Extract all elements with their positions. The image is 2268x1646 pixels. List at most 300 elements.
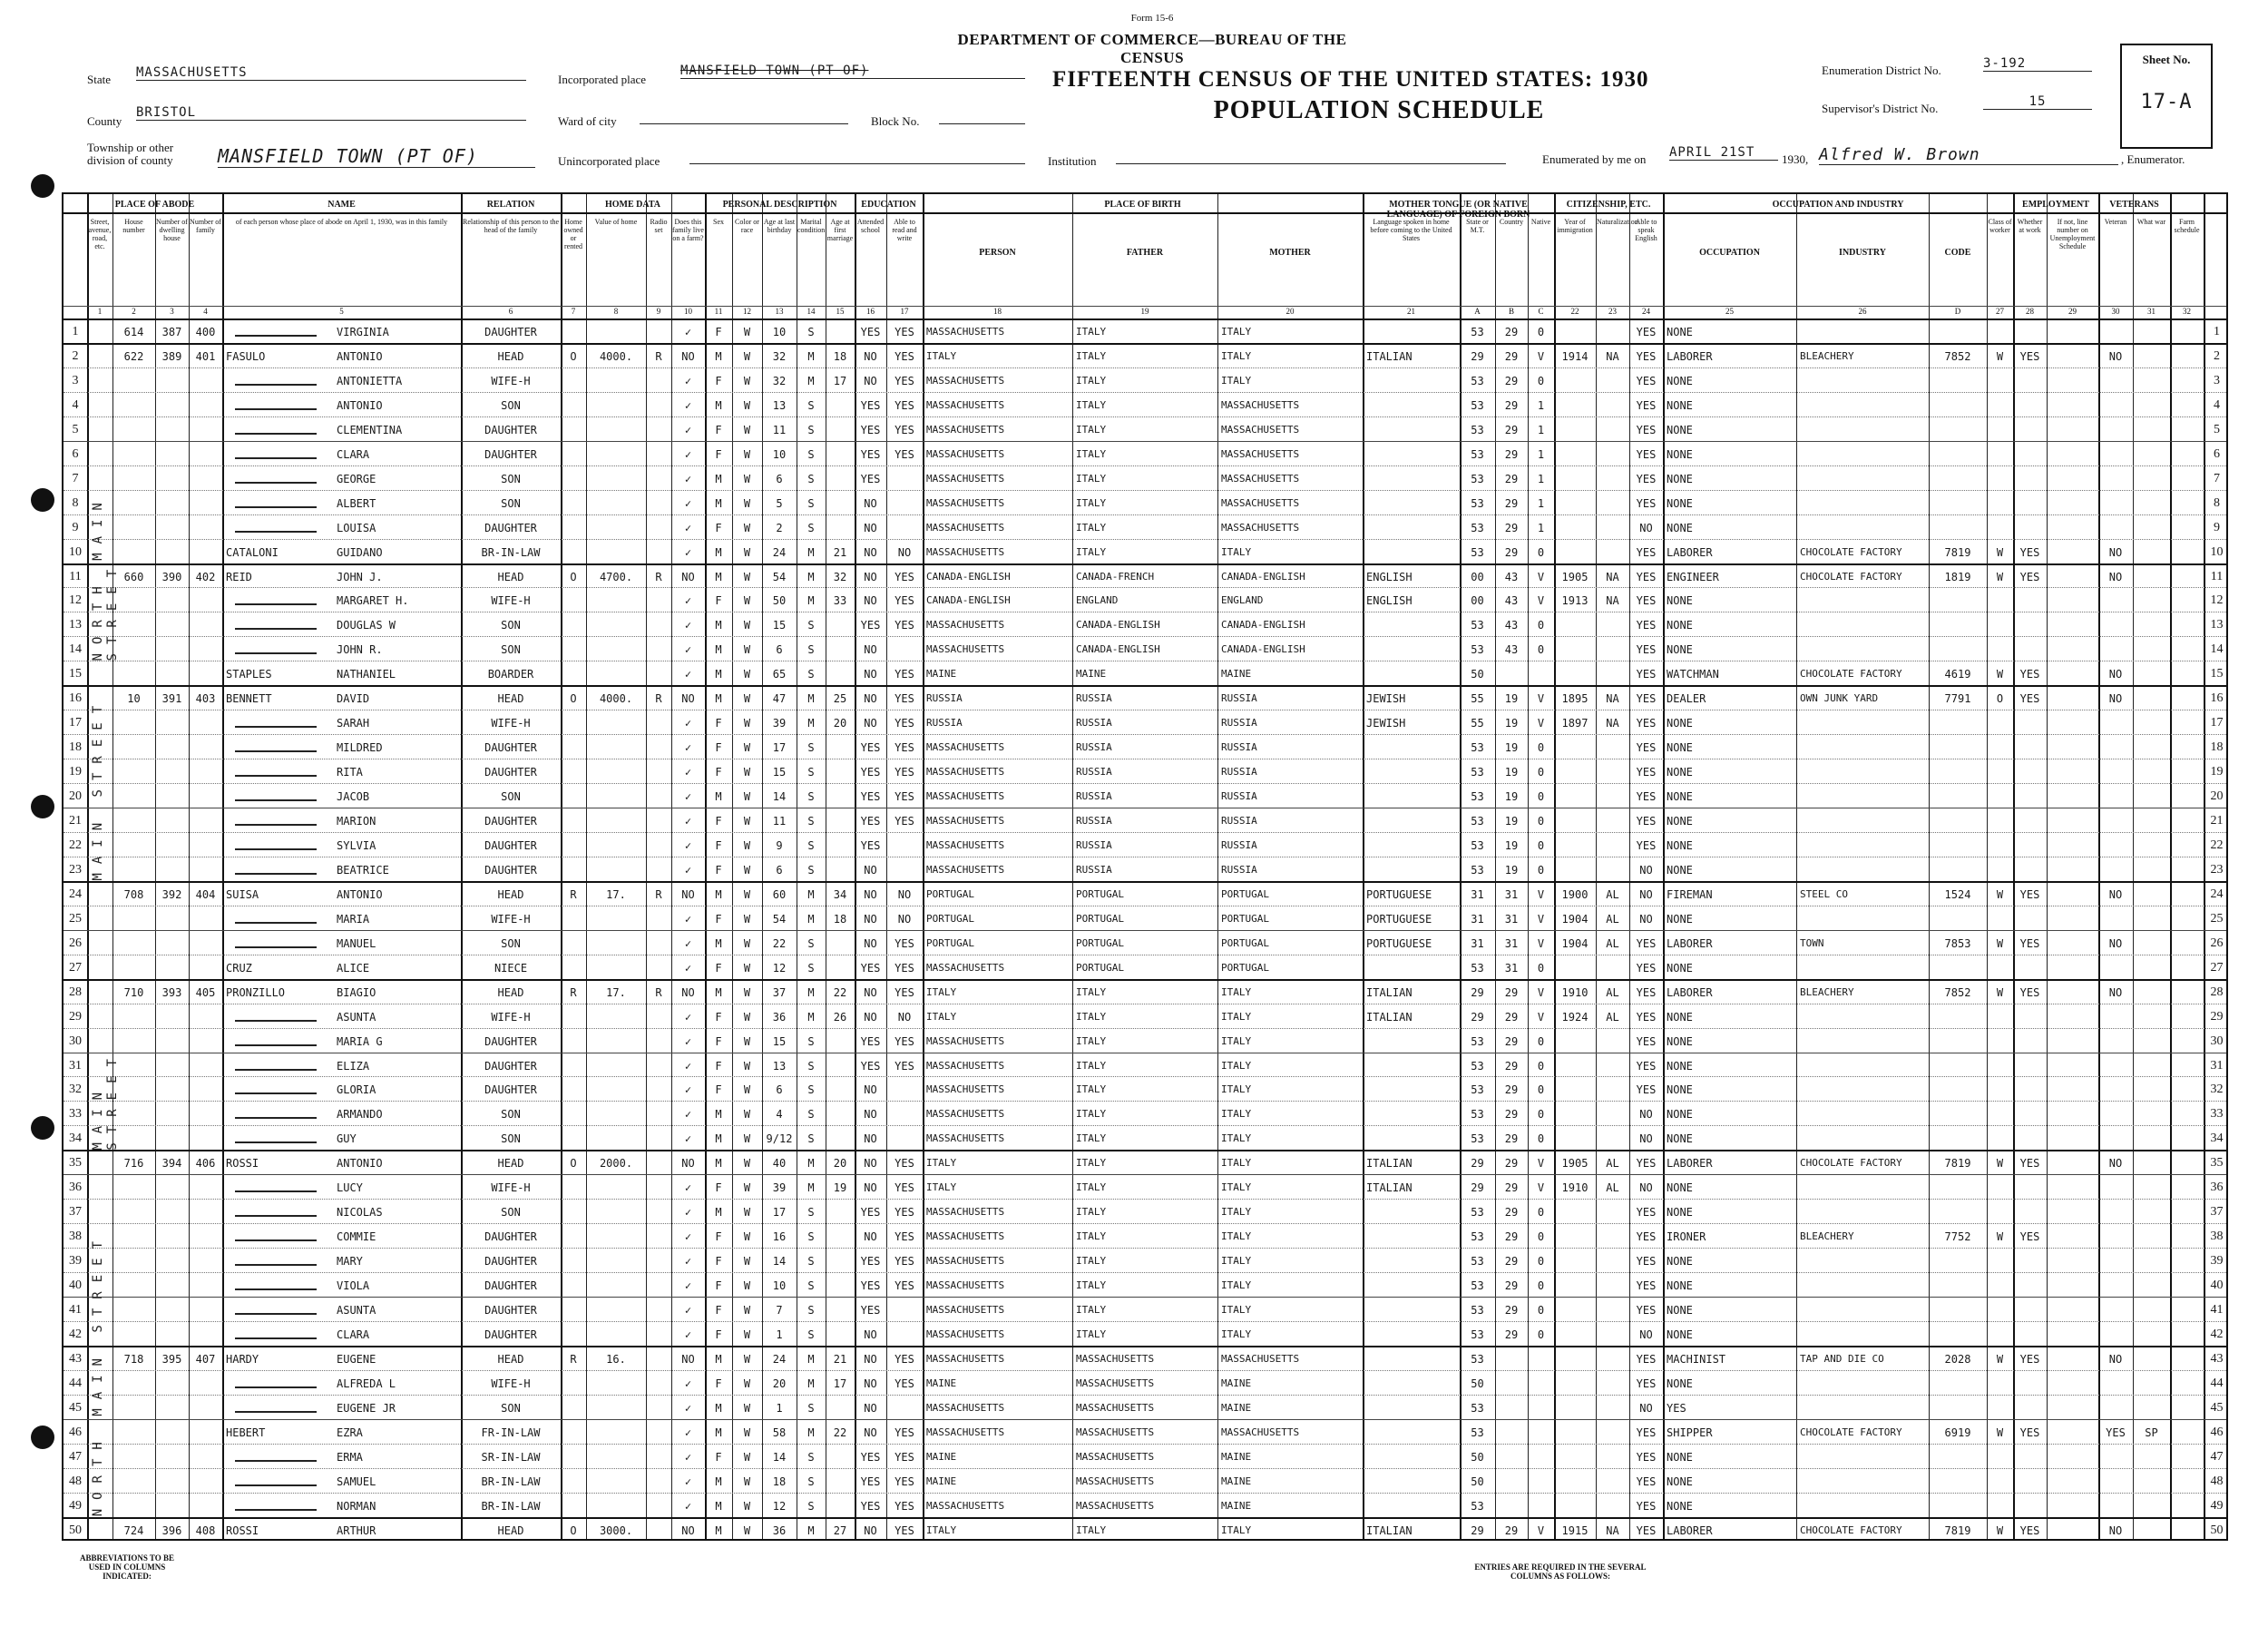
cell-occ[interactable]: NONE	[1667, 717, 1693, 730]
cell-ind[interactable]: BLEACHERY	[1800, 985, 1854, 998]
cell-bp[interactable]: ITALY	[926, 349, 957, 362]
cell-age[interactable]: 6	[776, 472, 783, 485]
cell-cb[interactable]: 31	[1504, 936, 1519, 950]
cell-ca[interactable]: 55	[1471, 692, 1484, 706]
cell-fbp[interactable]: PORTUGAL	[1076, 961, 1124, 974]
cell-read[interactable]: YES	[894, 1255, 914, 1269]
cell-cb[interactable]: 29	[1504, 521, 1519, 534]
cell-farm[interactable]: NO	[681, 570, 695, 583]
cell-sex[interactable]: M	[715, 1401, 722, 1415]
cell-mbp[interactable]: CANADA-ENGLISH	[1221, 643, 1305, 656]
sheet-number[interactable]: 17-A	[2140, 91, 2193, 113]
cell-sex[interactable]: F	[715, 594, 722, 608]
cell-sch[interactable]: NO	[864, 1083, 877, 1097]
cell-mar[interactable]: S	[807, 398, 815, 412]
cell-ca[interactable]: 53	[1471, 1426, 1484, 1439]
cell-farm[interactable]: ✓	[684, 1132, 692, 1146]
cell-mbp[interactable]: ITALY	[1221, 1524, 1252, 1536]
cell-code[interactable]: 6919	[1944, 1426, 1971, 1439]
cell-eng[interactable]: YES	[1636, 1255, 1657, 1269]
cell-mar[interactable]: S	[807, 815, 815, 828]
cell-dwelling[interactable]: 395	[161, 1352, 182, 1366]
cell-family[interactable]: 404	[195, 887, 216, 901]
cell-ca[interactable]: 53	[1471, 374, 1484, 387]
cell-vet[interactable]: NO	[2108, 887, 2123, 901]
cell-cb[interactable]: 19	[1504, 838, 1519, 852]
cell-farm[interactable]: ✓	[684, 1230, 692, 1244]
cell-farm[interactable]: ✓	[684, 717, 692, 730]
cell-fbp[interactable]: MASSACHUSETTS	[1076, 1499, 1155, 1512]
cell-sex[interactable]: F	[715, 1059, 722, 1073]
cell-agem[interactable]: 21	[833, 545, 847, 559]
cell-mar[interactable]: S	[807, 838, 815, 852]
cell-fbp[interactable]: ITALY	[1076, 1230, 1107, 1243]
cell-cls[interactable]: W	[1996, 545, 2004, 559]
cell-age[interactable]: 39	[772, 717, 787, 730]
cell-sch[interactable]: NO	[864, 1377, 877, 1390]
cell-mbp[interactable]: ITALY	[1221, 1108, 1252, 1121]
cell-sch[interactable]: NO	[864, 887, 877, 901]
cell-cc[interactable]: V	[1537, 1524, 1545, 1537]
cell-ca[interactable]: 55	[1471, 717, 1484, 730]
cell-imm[interactable]: 1924	[1561, 1010, 1589, 1024]
cell-ca[interactable]: 53	[1471, 423, 1484, 436]
cell-mar[interactable]: S	[807, 1304, 815, 1317]
cell-fbp[interactable]: ITALY	[1076, 1279, 1107, 1292]
cell-bp[interactable]: MASSACHUSETTS	[926, 838, 1005, 851]
cell-dwelling[interactable]: 387	[161, 326, 182, 338]
cell-read[interactable]: YES	[894, 594, 914, 608]
cell-cc[interactable]: 0	[1537, 326, 1545, 338]
cell-sch[interactable]: YES	[860, 1279, 881, 1293]
cell-tongue[interactable]: PORTUGUESE	[1366, 936, 1432, 950]
cell-sch[interactable]: NO	[864, 521, 877, 534]
cell-cc[interactable]: 1	[1537, 447, 1545, 461]
cell-rel[interactable]: DAUGHTER	[484, 838, 537, 852]
cell-bp[interactable]: MASSACHUSETTS	[926, 326, 1005, 338]
cell-sch[interactable]: YES	[860, 741, 881, 755]
cell-cb[interactable]: 43	[1504, 570, 1519, 583]
cell-mbp[interactable]: ITALY	[1221, 1083, 1252, 1096]
cell-age[interactable]: 65	[772, 668, 787, 681]
cell-read[interactable]: YES	[894, 398, 914, 412]
cell-mbp[interactable]: RUSSIA	[1221, 790, 1257, 803]
cell-mbp[interactable]: ITALY	[1221, 1034, 1252, 1047]
given-name[interactable]: ANTONIO	[337, 887, 383, 901]
given-name[interactable]: CLARA	[337, 447, 370, 461]
cell-sex[interactable]: M	[715, 668, 722, 681]
cell-sex[interactable]: M	[715, 985, 722, 999]
cell-occ[interactable]: WATCHMAN	[1667, 668, 1719, 681]
cell-fbp[interactable]: ITALY	[1076, 1132, 1107, 1145]
cell-fbp[interactable]: RUSSIA	[1076, 790, 1112, 803]
cell-fbp[interactable]: RUSSIA	[1076, 838, 1112, 851]
cell-emp[interactable]: YES	[2019, 692, 2040, 706]
cell-bp[interactable]: RUSSIA	[926, 717, 963, 730]
cell-race[interactable]: W	[743, 349, 751, 363]
cell-nat[interactable]: NA	[1606, 349, 1619, 363]
cell-sch[interactable]: NO	[864, 1426, 877, 1439]
cell-bp[interactable]: MASSACHUSETTS	[926, 815, 1005, 827]
cell-ca[interactable]: 53	[1471, 1328, 1484, 1341]
cell-bp[interactable]: MASSACHUSETTS	[926, 1352, 1005, 1365]
cell-eng[interactable]: NO	[1639, 1181, 1653, 1195]
given-name[interactable]: CLEMENTINA	[337, 423, 403, 436]
cell-age[interactable]: 36	[772, 1010, 787, 1024]
cell-eng[interactable]: YES	[1636, 619, 1657, 632]
cell-cc[interactable]: V	[1537, 692, 1545, 706]
cell-val[interactable]: 17.	[606, 887, 626, 901]
cell-mbp[interactable]: MAINE	[1221, 1401, 1252, 1414]
cell-imm[interactable]: 1900	[1561, 887, 1589, 901]
given-name[interactable]: NORMAN	[337, 1499, 376, 1513]
cell-read[interactable]: YES	[894, 1524, 914, 1537]
given-name[interactable]: GUIDANO	[337, 545, 383, 559]
cell-sex[interactable]: F	[715, 326, 722, 338]
cell-eng[interactable]: YES	[1636, 1450, 1657, 1464]
cell-age[interactable]: 40	[772, 1157, 787, 1171]
cell-rel[interactable]: WIFE-H	[491, 1377, 531, 1390]
cell-read[interactable]: YES	[894, 1377, 914, 1390]
cell-eng[interactable]: YES	[1636, 1352, 1657, 1366]
cell-occ[interactable]: NONE	[1667, 1304, 1693, 1317]
cell-imm[interactable]: 1895	[1561, 692, 1589, 706]
cell-rel[interactable]: SON	[501, 472, 521, 485]
cell-cls[interactable]: W	[1996, 936, 2004, 950]
cell-ind[interactable]: TOWN	[1800, 936, 1824, 949]
cell-emp[interactable]: YES	[2019, 887, 2040, 901]
cell-cc[interactable]: 1	[1537, 398, 1545, 412]
cell-sch[interactable]: NO	[864, 692, 877, 706]
cell-dwelling[interactable]: 391	[161, 692, 182, 706]
cell-fbp[interactable]: CANADA-FRENCH	[1076, 570, 1155, 583]
cell-agem[interactable]: 22	[833, 985, 847, 999]
cell-occ[interactable]: ENGINEER	[1667, 570, 1719, 583]
cell-agem[interactable]: 18	[833, 349, 847, 363]
cell-sex[interactable]: M	[715, 472, 722, 485]
cell-own[interactable]: R	[570, 985, 577, 999]
given-name[interactable]: BEATRICE	[337, 863, 389, 877]
cell-age[interactable]: 12	[772, 961, 787, 975]
cell-read[interactable]: NO	[897, 887, 912, 901]
cell-rel[interactable]: SON	[501, 790, 521, 804]
cell-ca[interactable]: 53	[1471, 1059, 1484, 1073]
cell-agem[interactable]: 34	[833, 887, 847, 901]
cell-sch[interactable]: YES	[860, 815, 881, 828]
cell-vet[interactable]: NO	[2108, 1524, 2123, 1537]
cell-val[interactable]: 16.	[606, 1352, 626, 1366]
cell-read[interactable]: YES	[894, 936, 914, 950]
cell-cb[interactable]: 29	[1504, 1524, 1519, 1537]
cell-farm[interactable]: ✓	[684, 1475, 692, 1488]
cell-tongue[interactable]: ITALIAN	[1366, 1157, 1413, 1171]
cell-cb[interactable]: 19	[1504, 741, 1519, 755]
cell-own[interactable]: O	[570, 1157, 577, 1171]
cell-cb[interactable]: 29	[1504, 398, 1519, 412]
cell-fbp[interactable]: ITALY	[1076, 1108, 1107, 1121]
cell-sch[interactable]: NO	[864, 643, 877, 657]
cell-rel[interactable]: HEAD	[497, 1157, 524, 1171]
cell-eng[interactable]: YES	[1636, 1377, 1657, 1390]
cell-sex[interactable]: M	[715, 398, 722, 412]
cell-farm[interactable]: ✓	[684, 1059, 692, 1073]
given-name[interactable]: EUGENE	[337, 1352, 376, 1366]
given-name[interactable]: ALICE	[337, 961, 370, 975]
cell-fbp[interactable]: CANADA-ENGLISH	[1076, 643, 1160, 656]
cell-eng[interactable]: YES	[1636, 349, 1657, 363]
cell-cb[interactable]: 29	[1504, 1108, 1519, 1122]
cell-bp[interactable]: PORTUGAL	[926, 887, 974, 900]
cell-mar[interactable]: M	[807, 570, 815, 583]
cell-sex[interactable]: F	[715, 1010, 722, 1024]
cell-fbp[interactable]: ITALY	[1076, 326, 1107, 338]
cell-ind[interactable]: STEEL CO	[1800, 887, 1848, 900]
cell-cb[interactable]: 29	[1504, 326, 1519, 338]
given-name[interactable]: JOHN R.	[337, 643, 383, 657]
cell-nat[interactable]: AL	[1606, 936, 1619, 950]
cell-occ[interactable]: NONE	[1667, 472, 1693, 485]
cell-read[interactable]: YES	[894, 1206, 914, 1220]
cell-ca[interactable]: 53	[1471, 1108, 1484, 1122]
cell-farm[interactable]: ✓	[684, 1034, 692, 1048]
cell-occ[interactable]: IRONER	[1667, 1230, 1706, 1244]
cell-race[interactable]: W	[743, 692, 751, 706]
cell-fbp[interactable]: ITALY	[1076, 472, 1107, 485]
cell-tongue[interactable]: JEWISH	[1366, 692, 1406, 706]
given-name[interactable]: GEORGE	[337, 472, 376, 485]
cell-tongue[interactable]: ITALIAN	[1366, 349, 1413, 363]
cell-race[interactable]: W	[743, 1524, 751, 1537]
cell-rel[interactable]: HEAD	[497, 985, 524, 999]
cell-cls[interactable]: W	[1996, 1352, 2004, 1366]
cell-mar[interactable]: S	[807, 1230, 815, 1244]
cell-vet[interactable]: NO	[2108, 985, 2123, 999]
cell-cc[interactable]: 1	[1537, 472, 1545, 485]
cell-eng[interactable]: YES	[1636, 1524, 1657, 1537]
cell-family[interactable]: 403	[195, 692, 216, 706]
cell-rel[interactable]: DAUGHTER	[484, 863, 537, 877]
cell-mar[interactable]: S	[807, 1206, 815, 1220]
cell-own[interactable]: R	[570, 1352, 577, 1366]
cell-bp[interactable]: MASSACHUSETTS	[926, 1255, 1005, 1268]
cell-bp[interactable]: MASSACHUSETTS	[926, 545, 1005, 558]
cell-eng[interactable]: YES	[1636, 594, 1657, 608]
given-name[interactable]: ANTONIO	[337, 1157, 383, 1171]
cell-bp[interactable]: MASSACHUSETTS	[926, 766, 1005, 779]
cell-eng[interactable]: YES	[1636, 668, 1657, 681]
cell-sex[interactable]: M	[715, 349, 722, 363]
cell-fbp[interactable]: ITALY	[1076, 521, 1107, 534]
given-name[interactable]: GUY	[337, 1132, 357, 1146]
cell-rel[interactable]: WIFE-H	[491, 1181, 531, 1195]
cell-mbp[interactable]: ITALY	[1221, 326, 1252, 338]
cell-mar[interactable]: S	[807, 423, 815, 436]
cell-read[interactable]: YES	[894, 1279, 914, 1293]
cell-nat[interactable]: AL	[1606, 912, 1619, 926]
cell-race[interactable]: W	[743, 1279, 751, 1293]
cell-emp[interactable]: YES	[2019, 1352, 2040, 1366]
cell-rel[interactable]: HEAD	[497, 887, 524, 901]
cell-agem[interactable]: 27	[833, 1524, 847, 1537]
cell-code[interactable]: 7853	[1944, 936, 1971, 950]
cell-occ[interactable]: NONE	[1667, 741, 1693, 755]
cell-radio[interactable]: R	[655, 692, 662, 706]
cell-bp[interactable]: MASSACHUSETTS	[926, 1279, 1005, 1292]
cell-code[interactable]: 4619	[1944, 668, 1971, 681]
cell-house[interactable]: 708	[123, 887, 144, 901]
cell-race[interactable]: W	[743, 961, 751, 975]
cell-age[interactable]: 10	[772, 447, 787, 461]
cell-occ[interactable]: NONE	[1667, 594, 1693, 608]
cell-eng[interactable]: YES	[1636, 1059, 1657, 1073]
cell-age[interactable]: 36	[772, 1524, 787, 1537]
cell-farm[interactable]: ✓	[684, 472, 692, 485]
cell-read[interactable]: YES	[894, 985, 914, 999]
cell-house[interactable]: 660	[123, 570, 144, 583]
cell-race[interactable]: W	[743, 1206, 751, 1220]
cell-fbp[interactable]: ITALY	[1076, 374, 1107, 387]
cell-val[interactable]: 3000.	[599, 1524, 633, 1537]
cell-sex[interactable]: F	[715, 1230, 722, 1244]
cell-fbp[interactable]: RUSSIA	[1076, 741, 1112, 754]
cell-sch[interactable]: YES	[860, 1206, 881, 1220]
cell-mar[interactable]: S	[807, 496, 815, 510]
cell-sex[interactable]: M	[715, 692, 722, 706]
cell-tongue[interactable]: ITALIAN	[1366, 1524, 1413, 1537]
cell-cb[interactable]: 29	[1504, 1255, 1519, 1269]
cell-rel[interactable]: FR-IN-LAW	[481, 1426, 541, 1439]
cell-sch[interactable]: NO	[864, 1352, 877, 1366]
cell-occ[interactable]: NONE	[1667, 496, 1693, 510]
county-field[interactable]: BRISTOL	[136, 105, 526, 121]
cell-sex[interactable]: F	[715, 1255, 722, 1269]
cell-race[interactable]: W	[743, 1059, 751, 1073]
cell-sex[interactable]: M	[715, 570, 722, 583]
cell-race[interactable]: W	[743, 619, 751, 632]
given-name[interactable]: EZRA	[337, 1426, 363, 1439]
cell-fbp[interactable]: ITALY	[1076, 423, 1107, 436]
cell-mbp[interactable]: PORTUGAL	[1221, 936, 1269, 949]
cell-fbp[interactable]: RUSSIA	[1076, 717, 1112, 730]
cell-ca[interactable]: 53	[1471, 1132, 1484, 1146]
cell-eng[interactable]: YES	[1636, 1279, 1657, 1293]
cell-mbp[interactable]: ITALY	[1221, 1059, 1252, 1072]
cell-rel[interactable]: DAUGHTER	[484, 1059, 537, 1073]
cell-mar[interactable]: S	[807, 1499, 815, 1513]
cell-cb[interactable]: 29	[1504, 423, 1519, 436]
cell-nat[interactable]: AL	[1606, 1157, 1619, 1171]
surname[interactable]: BENNETT	[226, 692, 272, 706]
cell-val[interactable]: 4000.	[599, 692, 633, 706]
cell-mar[interactable]: M	[807, 692, 815, 706]
cell-age[interactable]: 54	[772, 570, 787, 583]
cell-read[interactable]: YES	[894, 570, 914, 583]
cell-read[interactable]: YES	[894, 1230, 914, 1244]
cell-cb[interactable]: 29	[1504, 1279, 1519, 1293]
cell-cc[interactable]: 1	[1537, 496, 1545, 510]
cell-own[interactable]: O	[570, 349, 577, 363]
cell-imm[interactable]: 1910	[1561, 1181, 1589, 1195]
cell-mar[interactable]: M	[807, 545, 815, 559]
cell-sex[interactable]: F	[715, 961, 722, 975]
cell-mbp[interactable]: ITALY	[1221, 1132, 1252, 1145]
cell-eng[interactable]: YES	[1636, 1426, 1657, 1439]
given-name[interactable]: MARIA	[337, 912, 370, 926]
cell-mar[interactable]: S	[807, 447, 815, 461]
cell-ca[interactable]: 53	[1471, 643, 1484, 657]
cell-rel[interactable]: BR-IN-LAW	[481, 545, 541, 559]
cell-cc[interactable]: 0	[1537, 961, 1545, 975]
cell-sex[interactable]: F	[715, 447, 722, 461]
given-name[interactable]: SYLVIA	[337, 838, 376, 852]
cell-read[interactable]: YES	[894, 619, 914, 632]
cell-race[interactable]: W	[743, 1132, 751, 1146]
cell-vet[interactable]: NO	[2108, 349, 2123, 363]
cell-sex[interactable]: M	[715, 545, 722, 559]
given-name[interactable]: ANTONIO	[337, 349, 383, 363]
cell-age[interactable]: 6	[776, 1083, 783, 1097]
cell-mar[interactable]: S	[807, 1450, 815, 1464]
cell-farm[interactable]: NO	[681, 1524, 695, 1537]
cell-eng[interactable]: YES	[1636, 496, 1657, 510]
cell-mar[interactable]: S	[807, 1083, 815, 1097]
cell-race[interactable]: W	[743, 1401, 751, 1415]
cell-age[interactable]: 14	[772, 1450, 787, 1464]
cell-sex[interactable]: F	[715, 374, 722, 387]
cell-age[interactable]: 58	[772, 1426, 787, 1439]
cell-cc[interactable]: 1	[1537, 423, 1545, 436]
cell-vet[interactable]: NO	[2108, 545, 2123, 559]
cell-fbp[interactable]: ITALY	[1076, 349, 1107, 362]
cell-occ[interactable]: YES	[1667, 1401, 1686, 1415]
cell-eng[interactable]: YES	[1636, 545, 1657, 559]
cell-house[interactable]: 718	[123, 1352, 144, 1366]
cell-cls[interactable]: W	[1996, 887, 2004, 901]
cell-ca[interactable]: 29	[1471, 1524, 1484, 1537]
cell-read[interactable]: NO	[897, 912, 912, 926]
cell-sch[interactable]: YES	[860, 472, 881, 485]
cell-rel[interactable]: SON	[501, 1132, 521, 1146]
cell-mar[interactable]: S	[807, 1132, 815, 1146]
cell-read[interactable]: YES	[894, 1450, 914, 1464]
cell-sch[interactable]: NO	[864, 374, 877, 387]
cell-ca[interactable]: 53	[1471, 863, 1484, 877]
given-name[interactable]: ANTONIETTA	[337, 374, 403, 387]
cell-read[interactable]: YES	[894, 741, 914, 755]
cell-race[interactable]: W	[743, 1450, 751, 1464]
cell-occ[interactable]: NONE	[1667, 790, 1693, 804]
cell-sch[interactable]: NO	[864, 1181, 877, 1195]
cell-sex[interactable]: F	[715, 1304, 722, 1317]
cell-farm[interactable]: ✓	[684, 1426, 692, 1439]
cell-mbp[interactable]: MASSACHUSETTS	[1221, 496, 1300, 509]
township-field[interactable]: MANSFIELD TOWN (PT OF)	[218, 145, 535, 168]
cell-sch[interactable]: YES	[860, 1304, 881, 1317]
given-name[interactable]: MARGARET H.	[337, 594, 409, 608]
cell-race[interactable]: W	[743, 766, 751, 779]
cell-sex[interactable]: M	[715, 1108, 722, 1122]
cell-bp[interactable]: MASSACHUSETTS	[926, 1401, 1005, 1414]
cell-emp[interactable]: YES	[2019, 1157, 2040, 1171]
cell-rel[interactable]: DAUGHTER	[484, 1255, 537, 1269]
cell-farm[interactable]: ✓	[684, 423, 692, 436]
cell-occ[interactable]: NONE	[1667, 1108, 1693, 1122]
cell-rel[interactable]: HEAD	[497, 1524, 524, 1537]
cell-sch[interactable]: YES	[860, 1499, 881, 1513]
cell-bp[interactable]: RUSSIA	[926, 692, 963, 705]
cell-rel[interactable]: SON	[501, 936, 521, 950]
cell-cc[interactable]: 0	[1537, 1328, 1545, 1341]
